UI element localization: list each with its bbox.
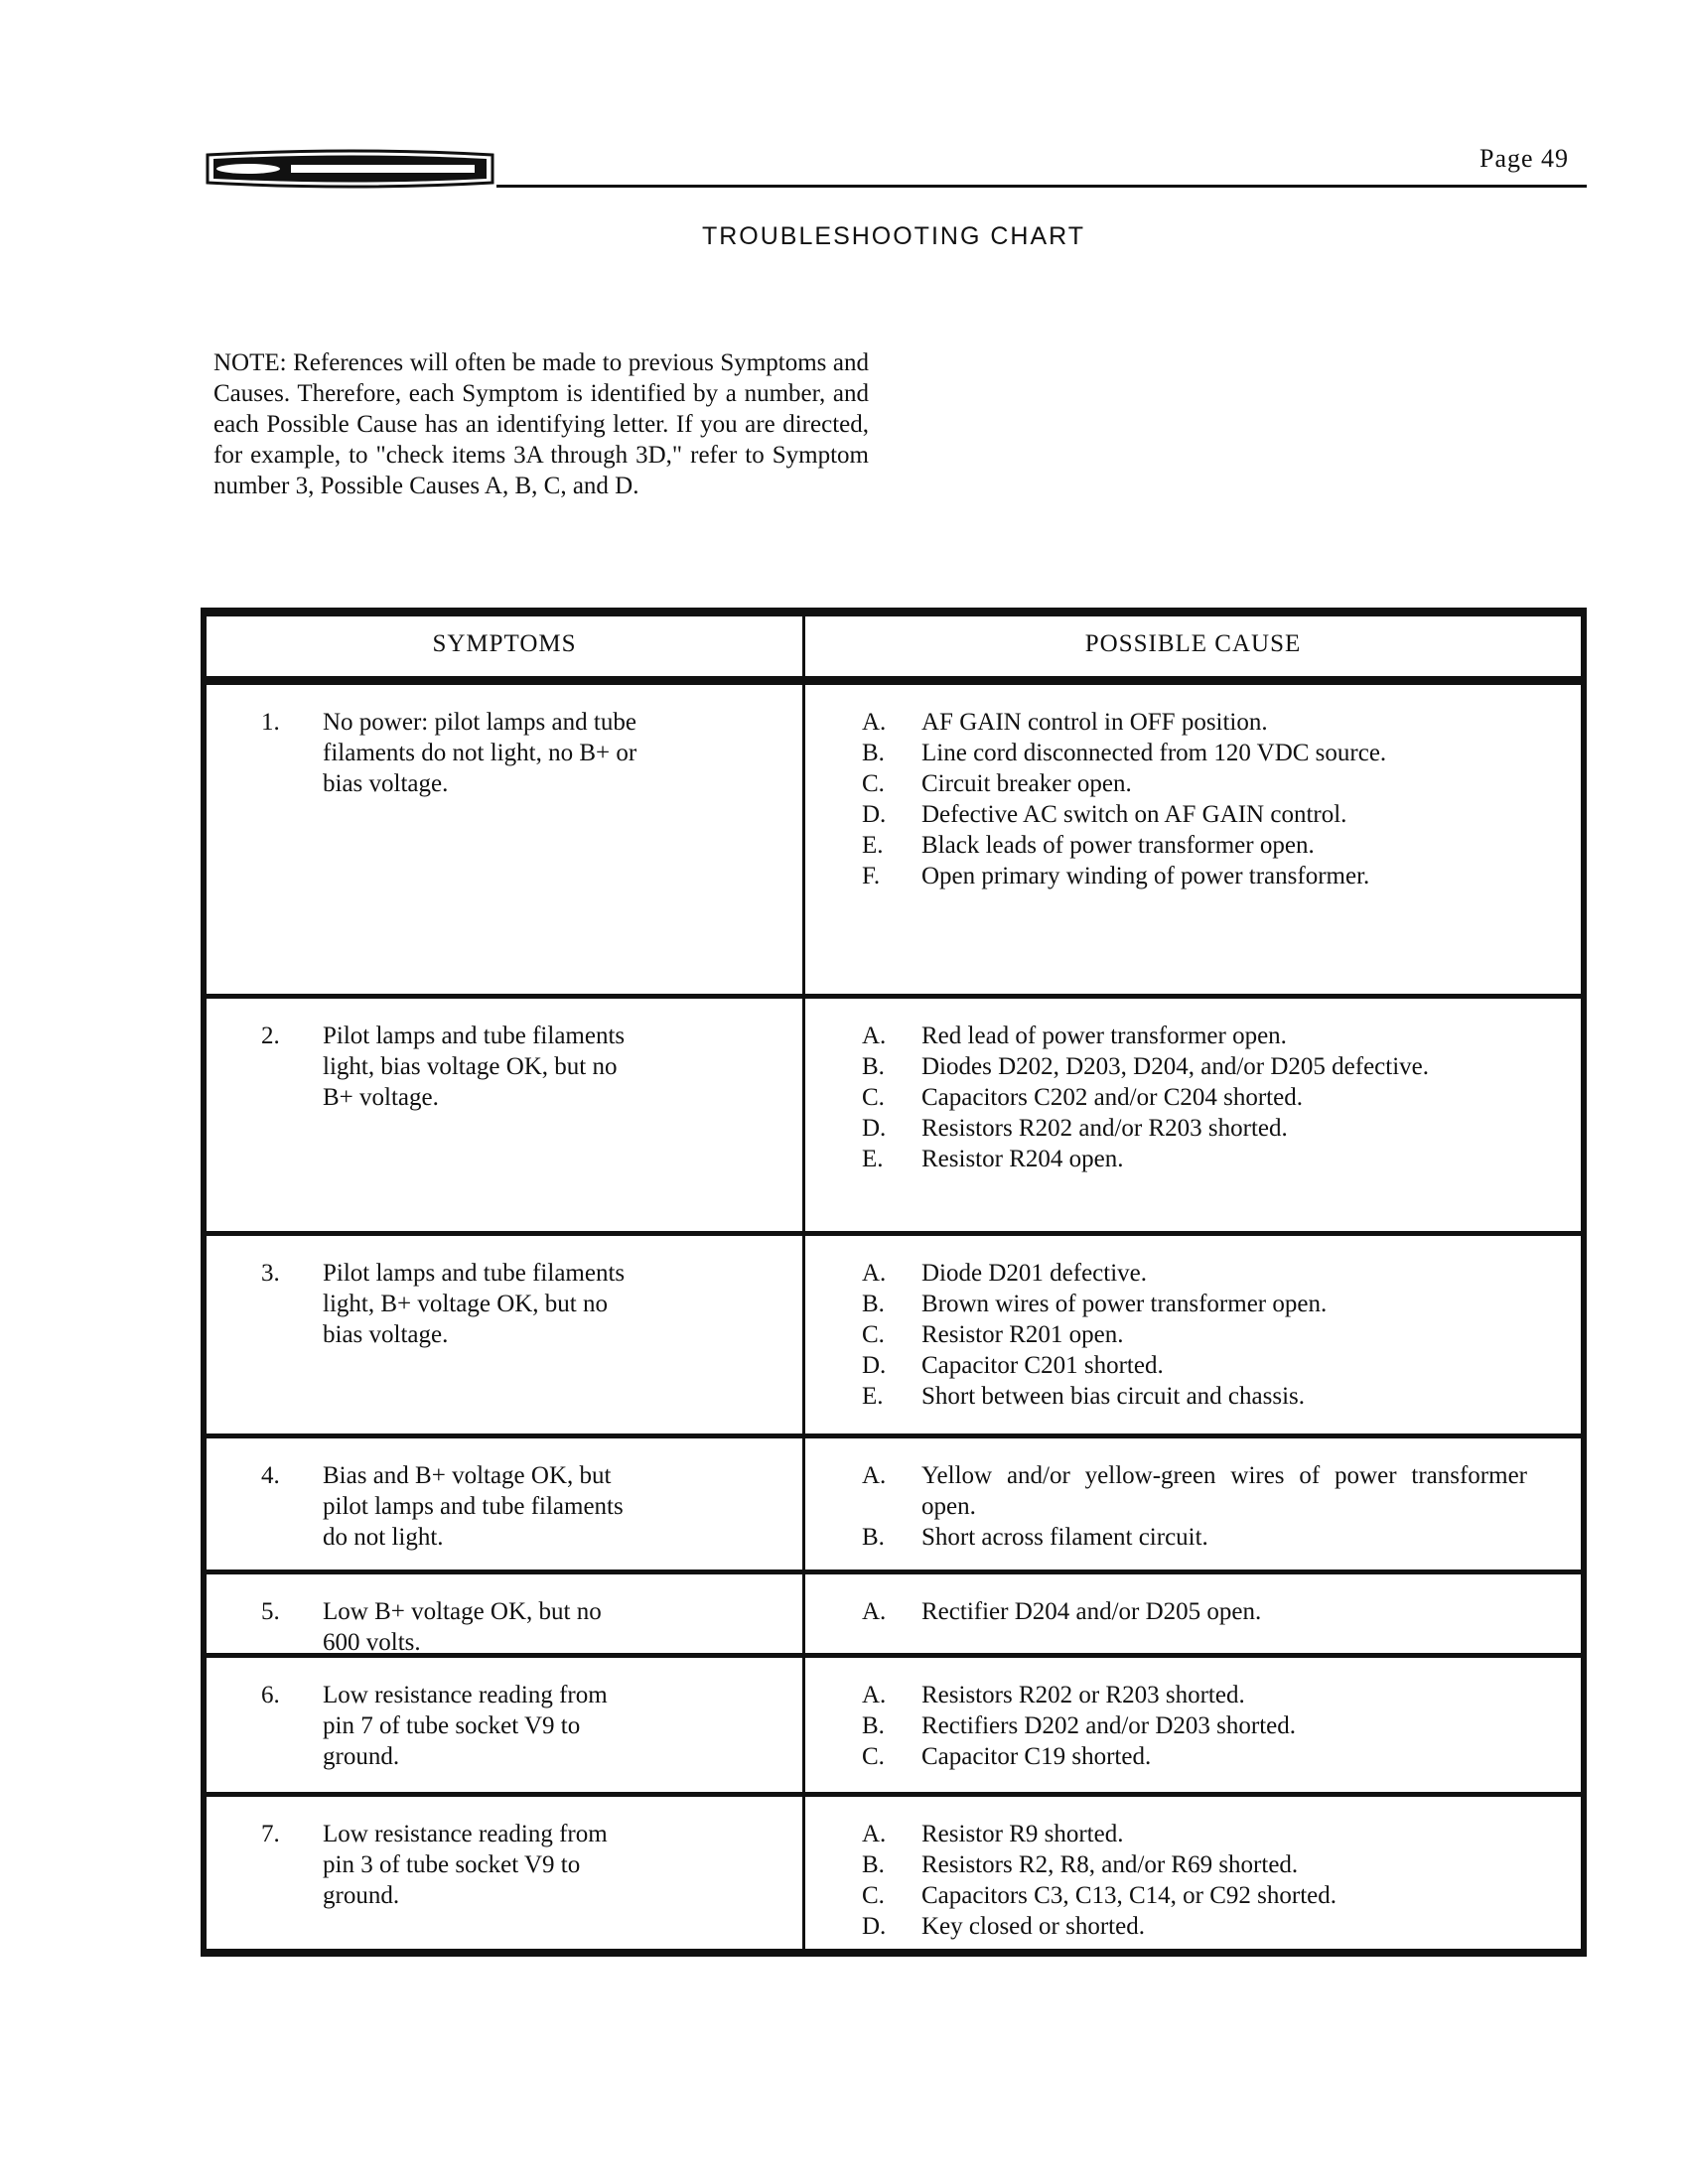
symptom-number: 3. — [261, 1260, 280, 1287]
table-header — [207, 616, 1581, 685]
cause-letter: B. — [862, 1053, 885, 1080]
table-row — [207, 999, 1581, 1236]
symptom-text: Low B+ voltage OK, but no 600 volts. — [323, 1598, 602, 1656]
heathkit-logo — [204, 149, 496, 189]
cause-item — [862, 830, 1527, 861]
cause-item — [862, 1021, 1527, 1051]
cause-item — [862, 1460, 1527, 1522]
cause-item — [862, 1680, 1527, 1710]
symptom-text: Bias and B+ voltage OK, but pilot lamps and tube filaments do not light. — [323, 1462, 624, 1551]
cause-item — [862, 799, 1527, 830]
cause-letter: A. — [862, 1682, 887, 1708]
cause-letter: B. — [862, 740, 885, 766]
cause-letter: A. — [862, 1260, 887, 1287]
cause-text: Open primary winding of power transformer. — [921, 863, 1370, 889]
cause-text: Key closed or shorted. — [921, 1913, 1145, 1940]
symptom-text: No power: pilot lamps and tube filaments do not light, no B+ or bias voltage. — [323, 709, 637, 797]
table-row — [207, 1658, 1581, 1797]
cause-letter: D. — [862, 1352, 887, 1379]
cause-text: Resistors R2, R8, and/or R69 shorted. — [921, 1851, 1299, 1878]
cause-item — [862, 1319, 1527, 1350]
causes-cell — [862, 1258, 1527, 1412]
cause-text: Black leads of power transformer open. — [921, 832, 1315, 859]
cause-item — [862, 861, 1527, 891]
cause-letter: E. — [862, 832, 884, 859]
cause-text: Resistor R9 shorted. — [921, 1821, 1124, 1847]
cause-item — [862, 1880, 1527, 1911]
cause-text: Resistors R202 or R203 shorted. — [921, 1682, 1245, 1708]
cause-letter: F. — [862, 863, 881, 889]
cause-item — [862, 1819, 1527, 1849]
cause-text: Defective AC switch on AF GAIN control. — [921, 801, 1347, 828]
page-number: Page 49 — [1479, 144, 1570, 173]
causes-cell — [862, 1680, 1527, 1772]
cause-letter: C. — [862, 1743, 885, 1770]
cause-letter: C. — [862, 770, 885, 797]
cause-text: Diode D201 defective. — [921, 1260, 1148, 1287]
cause-text: Capacitors C202 and/or C204 shorted. — [921, 1084, 1303, 1111]
cause-item — [862, 707, 1527, 738]
cause-text: Line cord disconnected from 120 VDC source. — [921, 740, 1387, 766]
header-rule — [496, 185, 1587, 188]
symptom-number: 1. — [261, 709, 280, 736]
note-paragraph: NOTE: References will often be made to previous Symptoms and Causes. Therefore, each Symptom is identified by a number, and each Possible Cause has an identifying letter. If you are directed, for example, to "check items 3A through 3D," refer to Symptom number 3, Possible Causes A, B, C, and D. — [213, 349, 869, 499]
table-row — [207, 1574, 1581, 1658]
header-possible-cause: POSSIBLE CAUSE — [1084, 630, 1302, 657]
cause-text: Rectifiers D202 and/or D203 shorted. — [921, 1712, 1297, 1739]
cause-item — [862, 738, 1527, 768]
table-row — [207, 1438, 1581, 1574]
cause-item — [862, 1051, 1527, 1082]
cause-item — [862, 1741, 1527, 1772]
symptom-number: 2. — [261, 1023, 280, 1049]
cause-item — [862, 1849, 1527, 1880]
symptom-text: Low resistance reading from pin 7 of tube socket V9 to ground. — [323, 1682, 608, 1770]
troubleshooting-table — [201, 608, 1587, 1957]
cause-letter: B. — [862, 1851, 885, 1878]
symptom-text: Pilot lamps and tube filaments light, B+ voltage OK, but no bias voltage. — [323, 1260, 626, 1348]
cause-text: Rectifier D204 and/or D205 open. — [921, 1598, 1262, 1625]
symptom-text: Low resistance reading from pin 3 of tube socket V9 to ground. — [323, 1821, 608, 1909]
cause-letter: C. — [862, 1882, 885, 1909]
table-row — [207, 1797, 1581, 1944]
cause-text: Yellow and/or yellow-green wires of power transformer open. — [921, 1462, 1527, 1520]
cause-letter: E. — [862, 1146, 884, 1172]
causes-cell — [862, 707, 1527, 891]
cause-text: Resistor R201 open. — [921, 1321, 1124, 1348]
causes-cell — [862, 1596, 1527, 1627]
cause-text: Diodes D202, D203, D204, and/or D205 defective. — [921, 1053, 1430, 1080]
cause-letter: B. — [862, 1291, 885, 1317]
symptom-text: Pilot lamps and tube filaments light, bias voltage OK, but no B+ voltage. — [323, 1023, 626, 1111]
cause-letter: A. — [862, 1023, 887, 1049]
cause-item — [862, 1082, 1527, 1113]
causes-cell — [862, 1021, 1527, 1174]
cause-item — [862, 1258, 1527, 1289]
cause-text: Resistor R204 open. — [921, 1146, 1124, 1172]
cause-letter: C. — [862, 1084, 885, 1111]
cause-text: Resistors R202 and/or R203 shorted. — [921, 1115, 1288, 1142]
cause-item — [862, 768, 1527, 799]
cause-letter: D. — [862, 1913, 887, 1940]
cause-text: Brown wires of power transformer open. — [921, 1291, 1328, 1317]
cause-letter: D. — [862, 801, 887, 828]
cause-letter: D. — [862, 1115, 887, 1142]
cause-text: Capacitor C201 shorted. — [921, 1352, 1164, 1379]
symptom-number: 5. — [261, 1598, 280, 1625]
cause-item — [862, 1381, 1527, 1412]
cause-text: Short between bias circuit and chassis. — [921, 1383, 1306, 1410]
page-title: TROUBLESHOOTING CHART — [701, 222, 1086, 250]
cause-letter: B. — [862, 1524, 885, 1551]
cause-letter: E. — [862, 1383, 884, 1410]
cause-item — [862, 1596, 1527, 1627]
cause-letter: A. — [862, 709, 887, 736]
table-row — [207, 1236, 1581, 1438]
cause-text: Circuit breaker open. — [921, 770, 1132, 797]
cause-text: Capacitors C3, C13, C14, or C92 shorted. — [921, 1882, 1337, 1909]
cause-letter: B. — [862, 1712, 885, 1739]
cause-text: Red lead of power transformer open. — [921, 1023, 1287, 1049]
cause-item — [862, 1350, 1527, 1381]
cause-letter: A. — [862, 1821, 887, 1847]
cause-letter: A. — [862, 1598, 887, 1625]
cause-item — [862, 1144, 1527, 1174]
header-symptoms: SYMPTOMS — [432, 630, 577, 657]
causes-cell — [862, 1819, 1527, 1942]
cause-text: Capacitor C19 shorted. — [921, 1743, 1152, 1770]
cause-letter: C. — [862, 1321, 885, 1348]
cause-item — [862, 1289, 1527, 1319]
cause-item — [862, 1710, 1527, 1741]
causes-cell — [862, 1460, 1527, 1553]
symptom-number: 4. — [261, 1462, 280, 1489]
cause-item — [862, 1911, 1527, 1942]
table-row — [207, 685, 1581, 999]
cause-letter: A. — [862, 1462, 887, 1489]
symptom-number: 6. — [261, 1682, 280, 1708]
cause-item — [862, 1522, 1527, 1553]
cause-text: AF GAIN control in OFF position. — [921, 709, 1268, 736]
cause-text: Short across filament circuit. — [921, 1524, 1208, 1551]
cause-item — [862, 1113, 1527, 1144]
symptom-number: 7. — [261, 1821, 280, 1847]
